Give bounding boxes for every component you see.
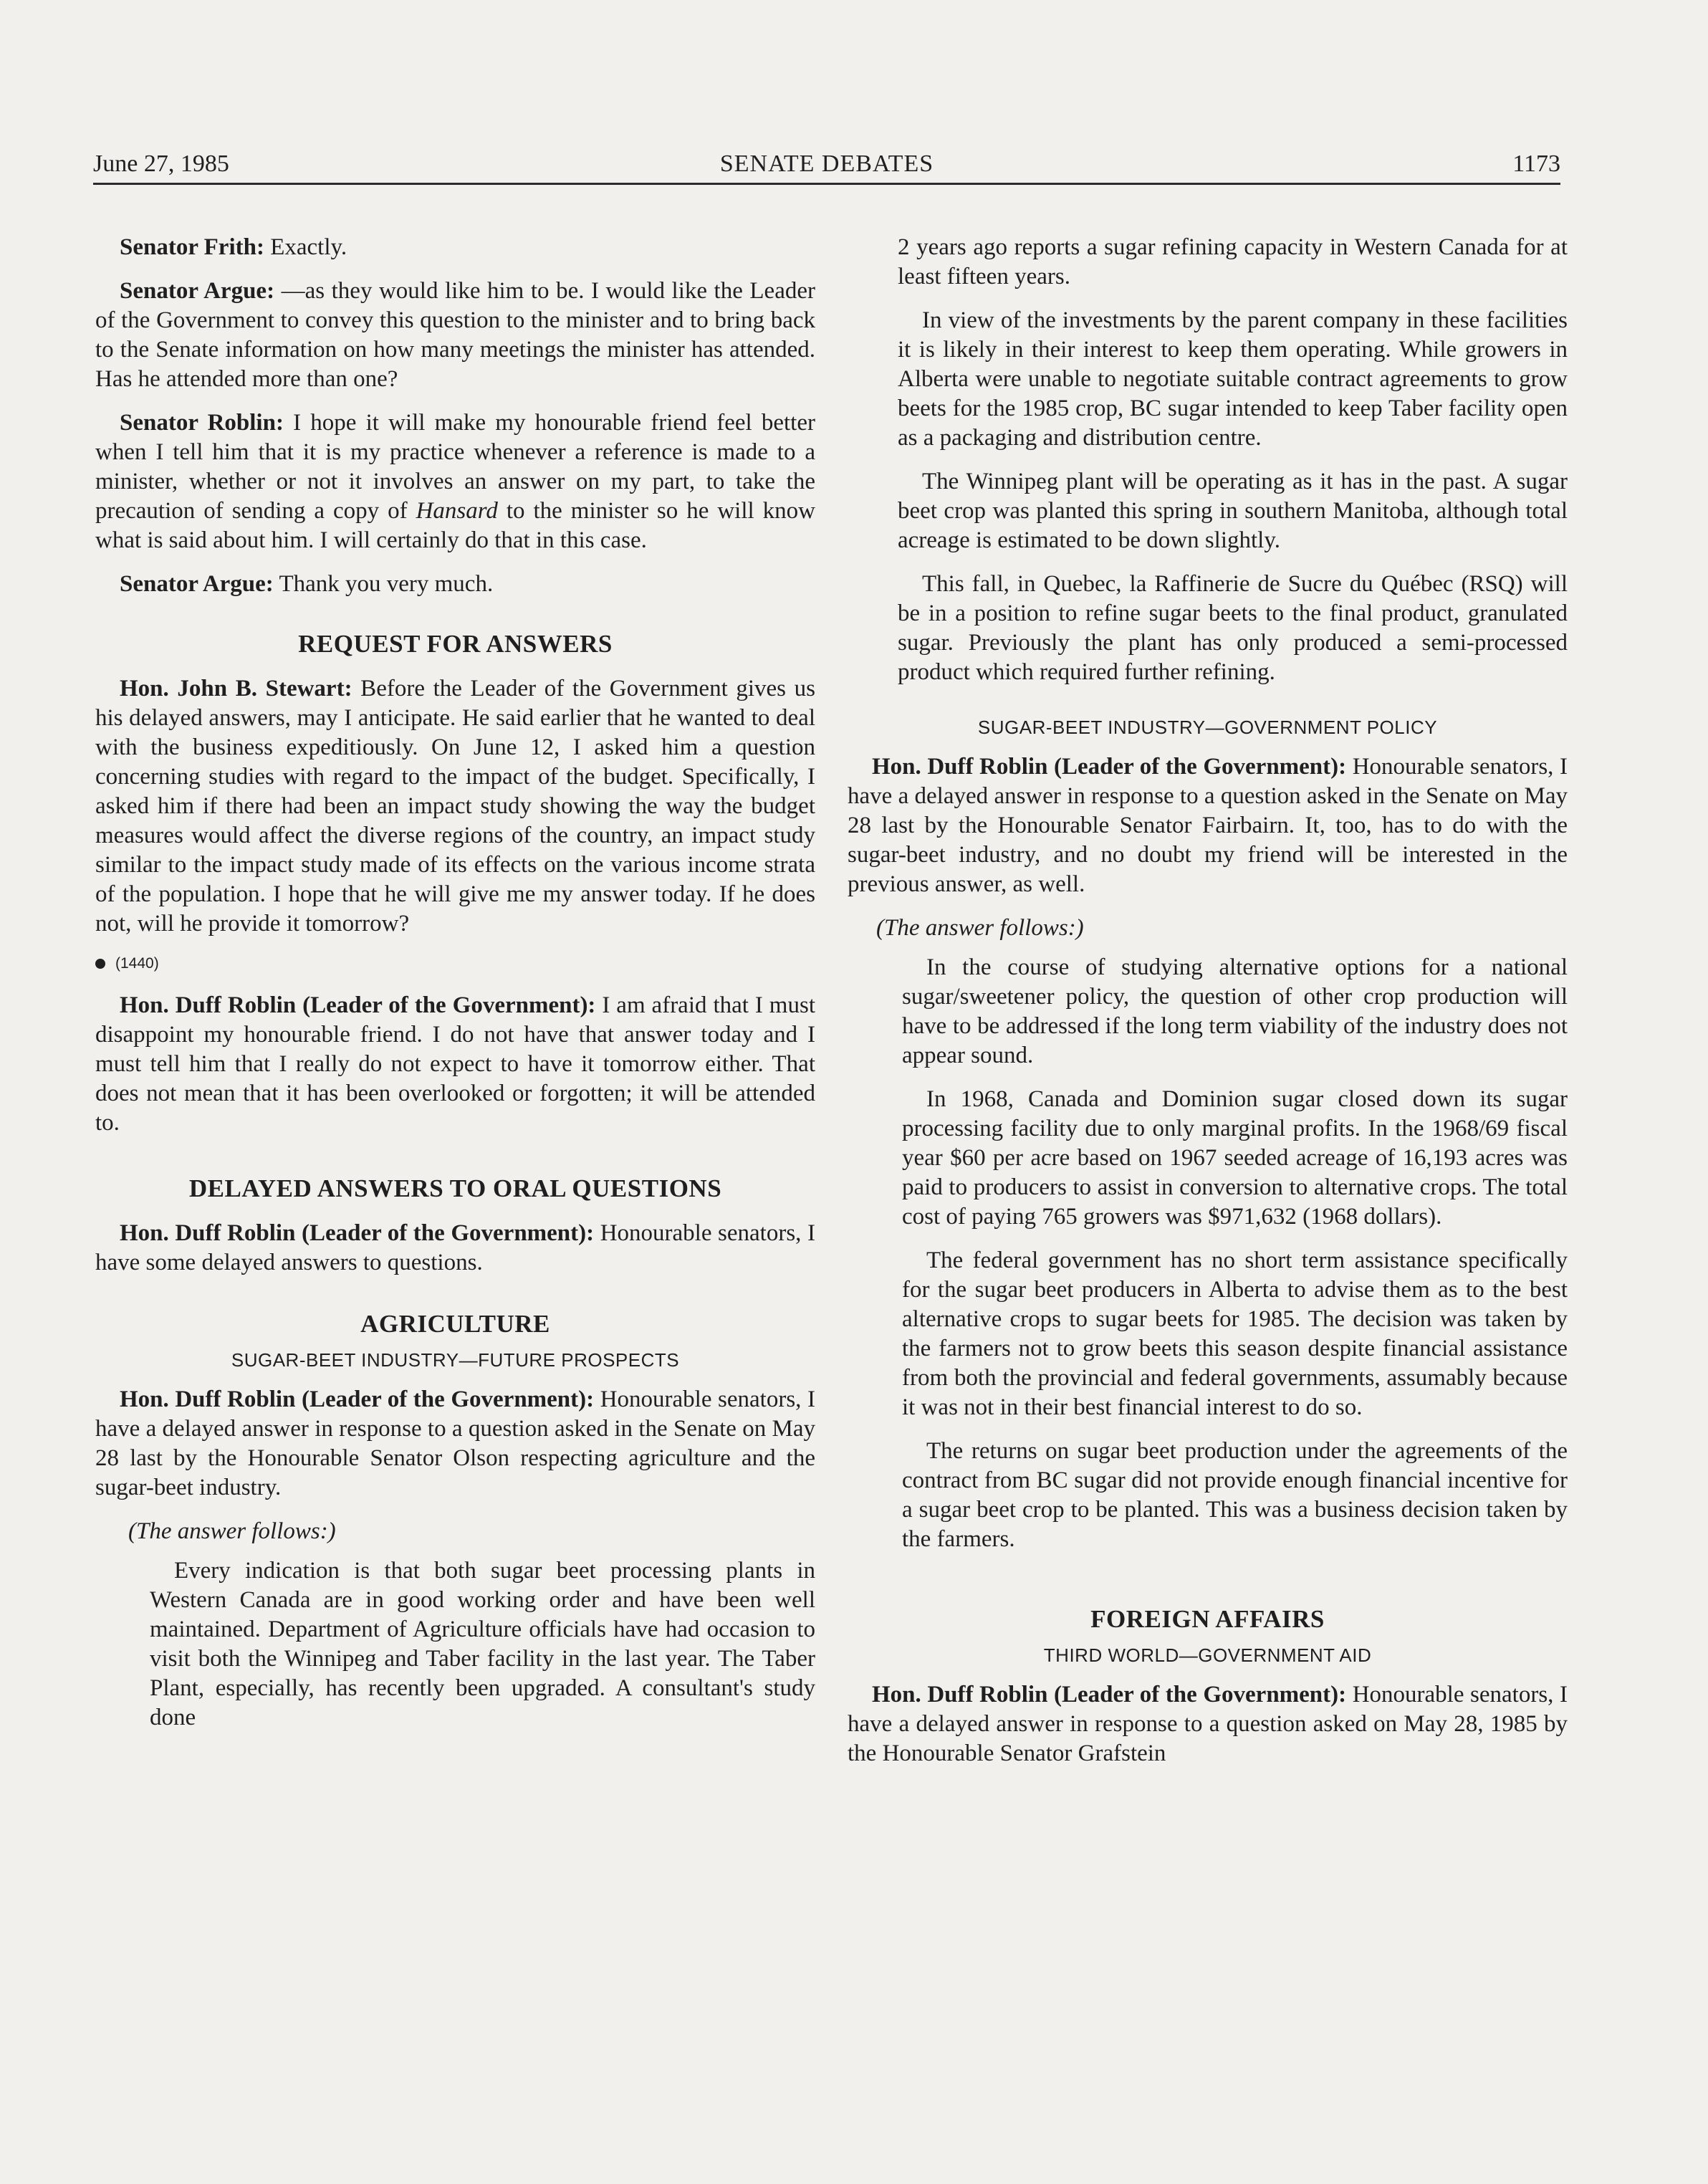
header-rule (93, 183, 1560, 185)
speaker-name: Hon. Duff Roblin (Leader of the Government): (120, 992, 596, 1018)
answer-follows: (The answer follows:) (128, 1518, 336, 1544)
section-heading: FOREIGN AFFAIRS (1090, 1605, 1325, 1633)
speaker-name: Senator Roblin: (120, 410, 284, 436)
answer-paragraph: The returns on sugar beet production under the agreements of the contract from BC sugar did not provide enough financial incentive for a sugar beet crop to be planted. This was a business decision taken by the farmers. (902, 1438, 1568, 1552)
speech-text: —as they would like him to be. I would like the Leader of the Government to convey this question to the minister and to bring back to the Senate information on how many meetings the minister has attended. Has he attended more than one? (95, 278, 815, 392)
paragraph (95, 1385, 815, 1503)
time-marker-text: (1440) (115, 955, 159, 972)
right-column (848, 233, 1568, 1783)
speaker-name: Senator Argue: (120, 278, 275, 304)
paragraph (848, 752, 1568, 899)
speaker-name: Hon. Duff Roblin (Leader of the Government): (872, 754, 1347, 780)
speaker-name: Senator Argue: (120, 571, 274, 597)
answer-paragraph: 2 years ago reports a sugar refining capacity in Western Canada for at least fifteen years. (898, 234, 1568, 289)
paragraph (95, 233, 815, 262)
paragraph (848, 1680, 1568, 1768)
answer-paragraph: In the course of studying alternative options for a national sugar/sweetener policy, the question of other crop production will have to be addressed if the long term viability of the industry does not appear sound. (902, 954, 1568, 1068)
speaker-name: Hon. Duff Roblin (Leader of the Government): (120, 1220, 595, 1246)
hansard-italic: Hansard (416, 498, 498, 524)
section-heading: AGRICULTURE (360, 1310, 550, 1338)
answer-paragraph: The Winnipeg plant will be operating as it has in the past. A sugar beet crop was planted this spring in southern Manitoba, although total acreage is estimated to be down slightly. (898, 469, 1568, 553)
speech-text: Honourable senators, I have a delayed answer in response to a question asked in the Senate on May 28 last by the Honourable Senator Olson respecting agriculture and the sugar-beet industry. (95, 1386, 815, 1500)
header-date: June 27, 1985 (93, 150, 229, 177)
subsection-heading: THIRD WORLD—GOVERNMENT AID (1043, 1644, 1372, 1666)
speech-text: Honourable senators, I have a delayed answer in response to a question asked in the Senate on May 28 last by the Honourable Senator Fairbairn. It, too, has to do with the sugar-beet industry, and no doubt my friend will be interested in the previous answer, as well. (848, 754, 1568, 897)
answer-paragraph: The federal government has no short term assistance specifically for the sugar beet producers in Alberta to advise them as to the best alternative crops to sugar beets for 1985. The decision was taken by the farmers not to grow beets this season despite financial assistance from both the provincial and federal governments, assumably because it was not in their best financial interest to do so. (902, 1247, 1568, 1420)
speaker-name: Hon. Duff Roblin (Leader of the Government): (120, 1386, 595, 1412)
speech-text: Honourable senators, I have a delayed answer in response to a question asked on May 28, 1985 by the Honourable Senator Grafstein (848, 1682, 1568, 1766)
speech-text: Honourable senators, I have some delayed answers to questions. (95, 1220, 815, 1275)
speaker-name: Senator Frith: (120, 234, 264, 260)
speech-text: I hope it will make my honourable friend feel better when I tell him that it is my practice whenever a reference is made to a minister, whether or not it involves an answer on my part, to take the precaution of sending a copy of (95, 410, 815, 524)
answer-paragraph: This fall, in Quebec, la Raffinerie de Sucre du Québec (RSQ) will be in a position to refine sugar beets to the final product, granulated sugar. Previously the plant has only produced a semi-processed product which required further refining. (898, 571, 1568, 685)
subsection-heading: SUGAR-BEET INDUSTRY—GOVERNMENT POLICY (977, 717, 1438, 738)
page-header (93, 147, 1560, 181)
speaker-name: Hon. John B. Stewart: (120, 676, 352, 701)
speaker-name: Hon. Duff Roblin (Leader of the Government): (872, 1682, 1347, 1708)
answer-paragraph: In view of the investments by the parent company in these facilities it is likely in their interest to keep them operating. While growers in Alberta were unable to negotiate suitable contract agreements to grow beets for the 1985 crop, BC sugar intended to keep Taber facility open as a packaging and distribution centre. (898, 307, 1568, 451)
speech-text: to the minister so he will know what is said about him. I will certainly do that in this case. (95, 498, 815, 553)
speech-text: Before the Leader of the Government gives us his delayed answers, may I anticipate. He said earlier that he wanted to deal with the business expeditiously. On June 12, I asked him a question concerning studies with regard to the impact of the budget. Specifically, I asked him if there had been an impact study showing the way the budget measures would affect the diverse regions of the country, an impact study similar to the impact study made of its effects on the various income strata of the population. I hope that he will give me my answer today. If he does not, will he provide it tomorrow? (95, 676, 815, 937)
speech-text: Exactly. (264, 234, 347, 260)
time-marker (95, 949, 815, 978)
paragraph (95, 277, 815, 394)
section-heading: REQUEST FOR ANSWERS (298, 630, 613, 658)
section-heading: DELAYED ANSWERS TO ORAL QUESTIONS (188, 1174, 722, 1202)
paragraph (95, 570, 815, 599)
bullet-icon (95, 959, 105, 969)
answer-paragraph: Every indication is that both sugar beet processing plants in Western Canada are in good working order and have been well maintained. Department of Agriculture officials have had occasion to visit both the Winnipeg and Taber facility in the last year. The Taber Plant, especially, has recently been upgraded. A consultant's study done (150, 1558, 815, 1730)
header-page-number: 1173 (1512, 150, 1560, 177)
answer-paragraph: In 1968, Canada and Dominion sugar closed down its sugar processing facility due to only marginal profits. In the 1968/69 fiscal year $60 per acre based on 1967 seeded acreage of 16,193 acres was paid to producers to assist in conversion to alternative crops. The total cost of paying 765 growers was $971,632 (1968 dollars). (902, 1086, 1568, 1230)
answer-follows: (The answer follows:) (876, 915, 1084, 941)
speech-text: Thank you very much. (273, 571, 494, 597)
header-title: SENATE DEBATES (719, 150, 934, 177)
paragraph (95, 674, 815, 939)
paragraph (95, 1219, 815, 1278)
speech-text: I am afraid that I must disappoint my honourable friend. I do not have that answer today and I must tell him that I really do not expect to have it tomorrow either. That does not mean that it has been overlooked or forgotten; it will be attended to. (95, 992, 815, 1136)
paragraph (95, 408, 815, 555)
subsection-heading: SUGAR-BEET INDUSTRY—FUTURE PROSPECTS (231, 1349, 680, 1371)
left-column (95, 233, 815, 1747)
paragraph (95, 991, 815, 1138)
